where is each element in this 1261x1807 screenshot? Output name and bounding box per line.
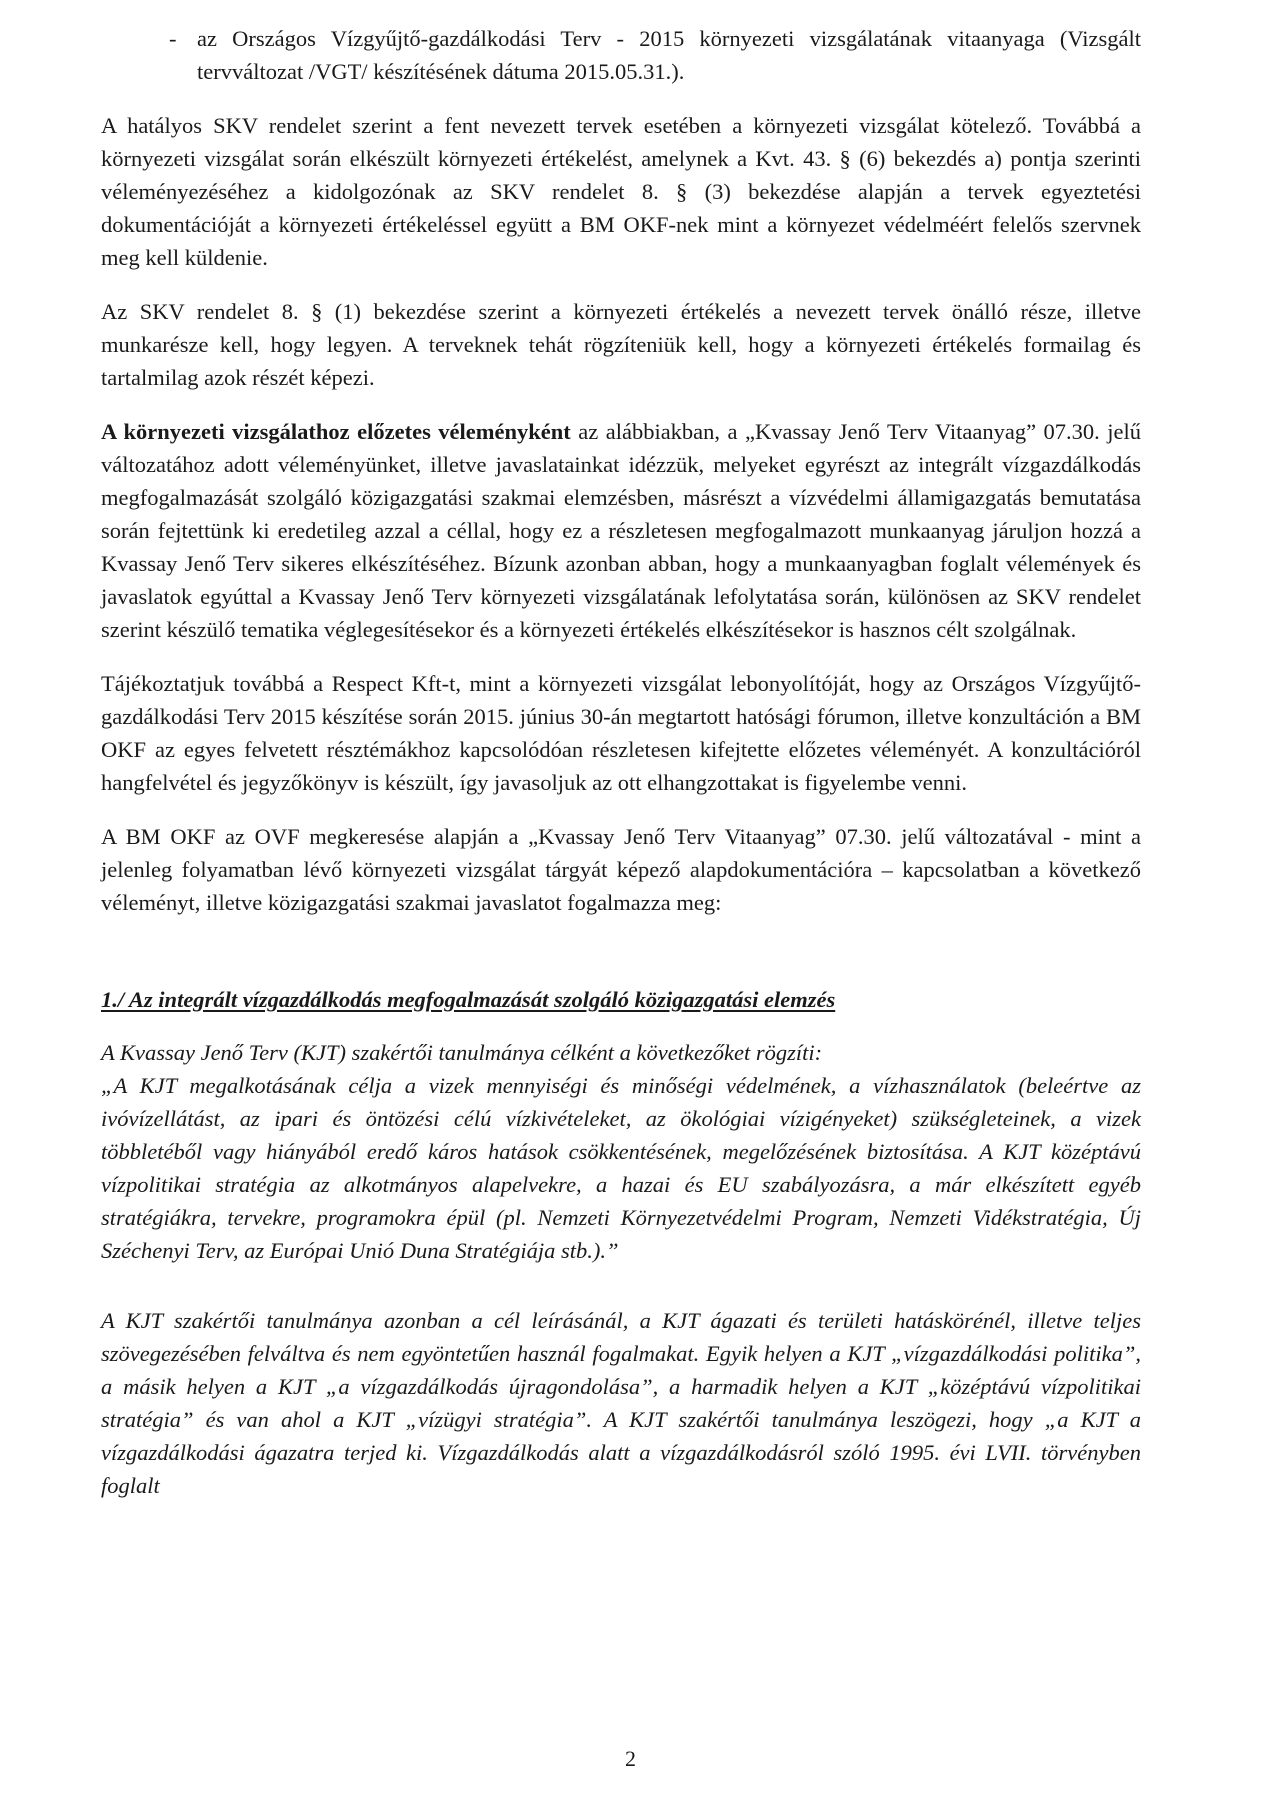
document-body	[101, 22, 1141, 1502]
paragraph-skv-requirement: A hatályos SKV rendelet szerint a fent nevezett tervek esetében a környezeti vizsgálat kötelező. Továbbá a környezeti vizsgálat során elkészült környezeti értékelést, amelynek a Kvt. 43. § (6) bekezdés a) pontja szerinti véleményezéséhez a kidolgozónak az SKV rendelet 8. § (3) bekezdése alapján a tervek egyeztetési dokumentációját a környezeti értékeléssel együtt a BM OKF-nek mint a környezet védelméért felelős szervnek meg kell küldenie.	[101, 113, 1141, 270]
italic-intro: A Kvassay Jenő Terv (KJT) szakértői tanulmánya célként a következőket rögzíti:	[101, 1040, 823, 1065]
paragraph-preliminary-opinion	[101, 415, 1141, 646]
list-item	[101, 22, 1141, 88]
page-number: 2	[625, 1746, 636, 1771]
paragraph-respect-info: Tájékoztatjuk továbbá a Respect Kft-t, mint a környezeti vizsgálat lebonyolítóját, hogy az Országos Vízgyűjtő-gazdálkodási Terv 2015 készítése során 2015. június 30-án megtartott hatósági fórumon, illetve konzultáción a BM OKF az egyes felvetett résztémákhoz kapcsolódóan részletesen kifejtette előzetes véleményét. A konzultációról hangfelvétel és jegyzőkönyv is készült, így javasoljuk az ott elhangzottakat is figyelembe venni.	[101, 671, 1141, 795]
italic-text: A KJT szakértői tanulmánya azonban a cél leírásánál, a KJT ágazati és területi hatáskörénél, illetve teljes szövegezésében felváltva és nem egyöntetűen használ fogalmakat. Egyik helyen a KJT „vízgazdálkodási politika”, a másik helyen a KJT „a vízgazdálkodás újragondolása”, a harmadik helyen a KJT „középtávú vízpolitikai stratégia” és van ahol a KJT „vízügyi stratégia”. A KJT szakértői tanulmánya leszögezi, hogy „a KJT a vízgazdálkodási ágazatra terjed ki. Vízgazdálkodás alatt a vízgazdálkodásról szóló 1995. évi LVII. törvényben foglalt	[101, 1308, 1141, 1498]
list-item-text: az Országos Vízgyűjtő-gazdálkodási Terv - 2015 környezeti vizsgálatának vitaanyaga (Vizsgált tervváltozat /VGT/ készítésének dátuma 2015.05.31.).	[197, 26, 1141, 84]
italic-quote: „A KJT megalkotásának célja a vizek mennyiségi és minőségi védelmének, a vízhasználatok (beleértve az ivóvízellátást, az ipari és öntözési célú vízkivételeket, az ökológiai vízigényeket) szükségleteinek, a vizek többletéből vagy hiányából eredő káros hatások csökkentésének, megelőzésének biztosítása. A KJT középtávú vízpolitikai stratégia az alkotmányos alapelvekre, a hazai és EU szabályozásra, a már elkészített egyéb stratégiákra, tervekre, programokra épül (pl. Nemzeti Környezetvédelmi Program, Nemzeti Vidékstratégia, Új Széchenyi Terv, az Európai Unió Duna Stratégiája stb.).”	[101, 1073, 1141, 1263]
paragraph-bm-okf-opinion: A BM OKF az OVF megkeresése alapján a „Kvassay Jenő Terv Vitaanyag” 07.30. jelű változatával - mint a jelenleg folyamatban lévő környezeti vizsgálat tárgyát képező alapdokumentációra – kapcsolatban a következő véleményt, illetve közigazgatási szakmai javaslatot fogalmazza meg:	[101, 824, 1141, 915]
bold-lead: A környezeti vizsgálathoz előzetes véleményként	[101, 419, 571, 444]
italic-paragraph	[101, 1304, 1141, 1502]
italic-quote-block	[101, 1036, 1141, 1267]
bullet-dash: -	[169, 26, 177, 51]
paragraph-text: az alábbiakban, a „Kvassay Jenő Terv Vitaanyag” 07.30. jelű változatához adott véleményünket, illetve javaslatainkat idézzük, melyeket egyrészt az integrált vízgazdálkodás megfogalmazását szolgáló közigazgatási szakmai elemzésben, másrészt a vízvédelmi államigazgatás bemutatása során fejtettünk ki eredetileg azzal a céllal, hogy ez a részletesen megfogalmazott munkaanyag járuljon hozzá a Kvassay Jenő Terv sikeres elkészítéséhez. Bízunk azonban abban, hogy a munkaanyagban foglalt vélemények és javaslatok egyúttal a Kvassay Jenő Terv környezeti vizsgálatának lefolytatása során, különösen az SKV rendelet szerint készülő tematika véglegesítésekor és a környezeti értékelés elkészítésekor is hasznos célt szolgálnak.	[101, 419, 1142, 642]
section-heading: 1./ Az integrált vízgazdálkodás megfogalmazását szolgáló közigazgatási elemzés	[101, 987, 836, 1012]
paragraph-skv-8-1: Az SKV rendelet 8. § (1) bekezdése szerint a környezeti értékelés a nevezett tervek önálló része, illetve munkarésze kell, hogy legyen. A terveknek tehát rögzíteniük kell, hogy a környezeti értékelés formailag és tartalmilag azok részét képezi.	[101, 299, 1141, 390]
